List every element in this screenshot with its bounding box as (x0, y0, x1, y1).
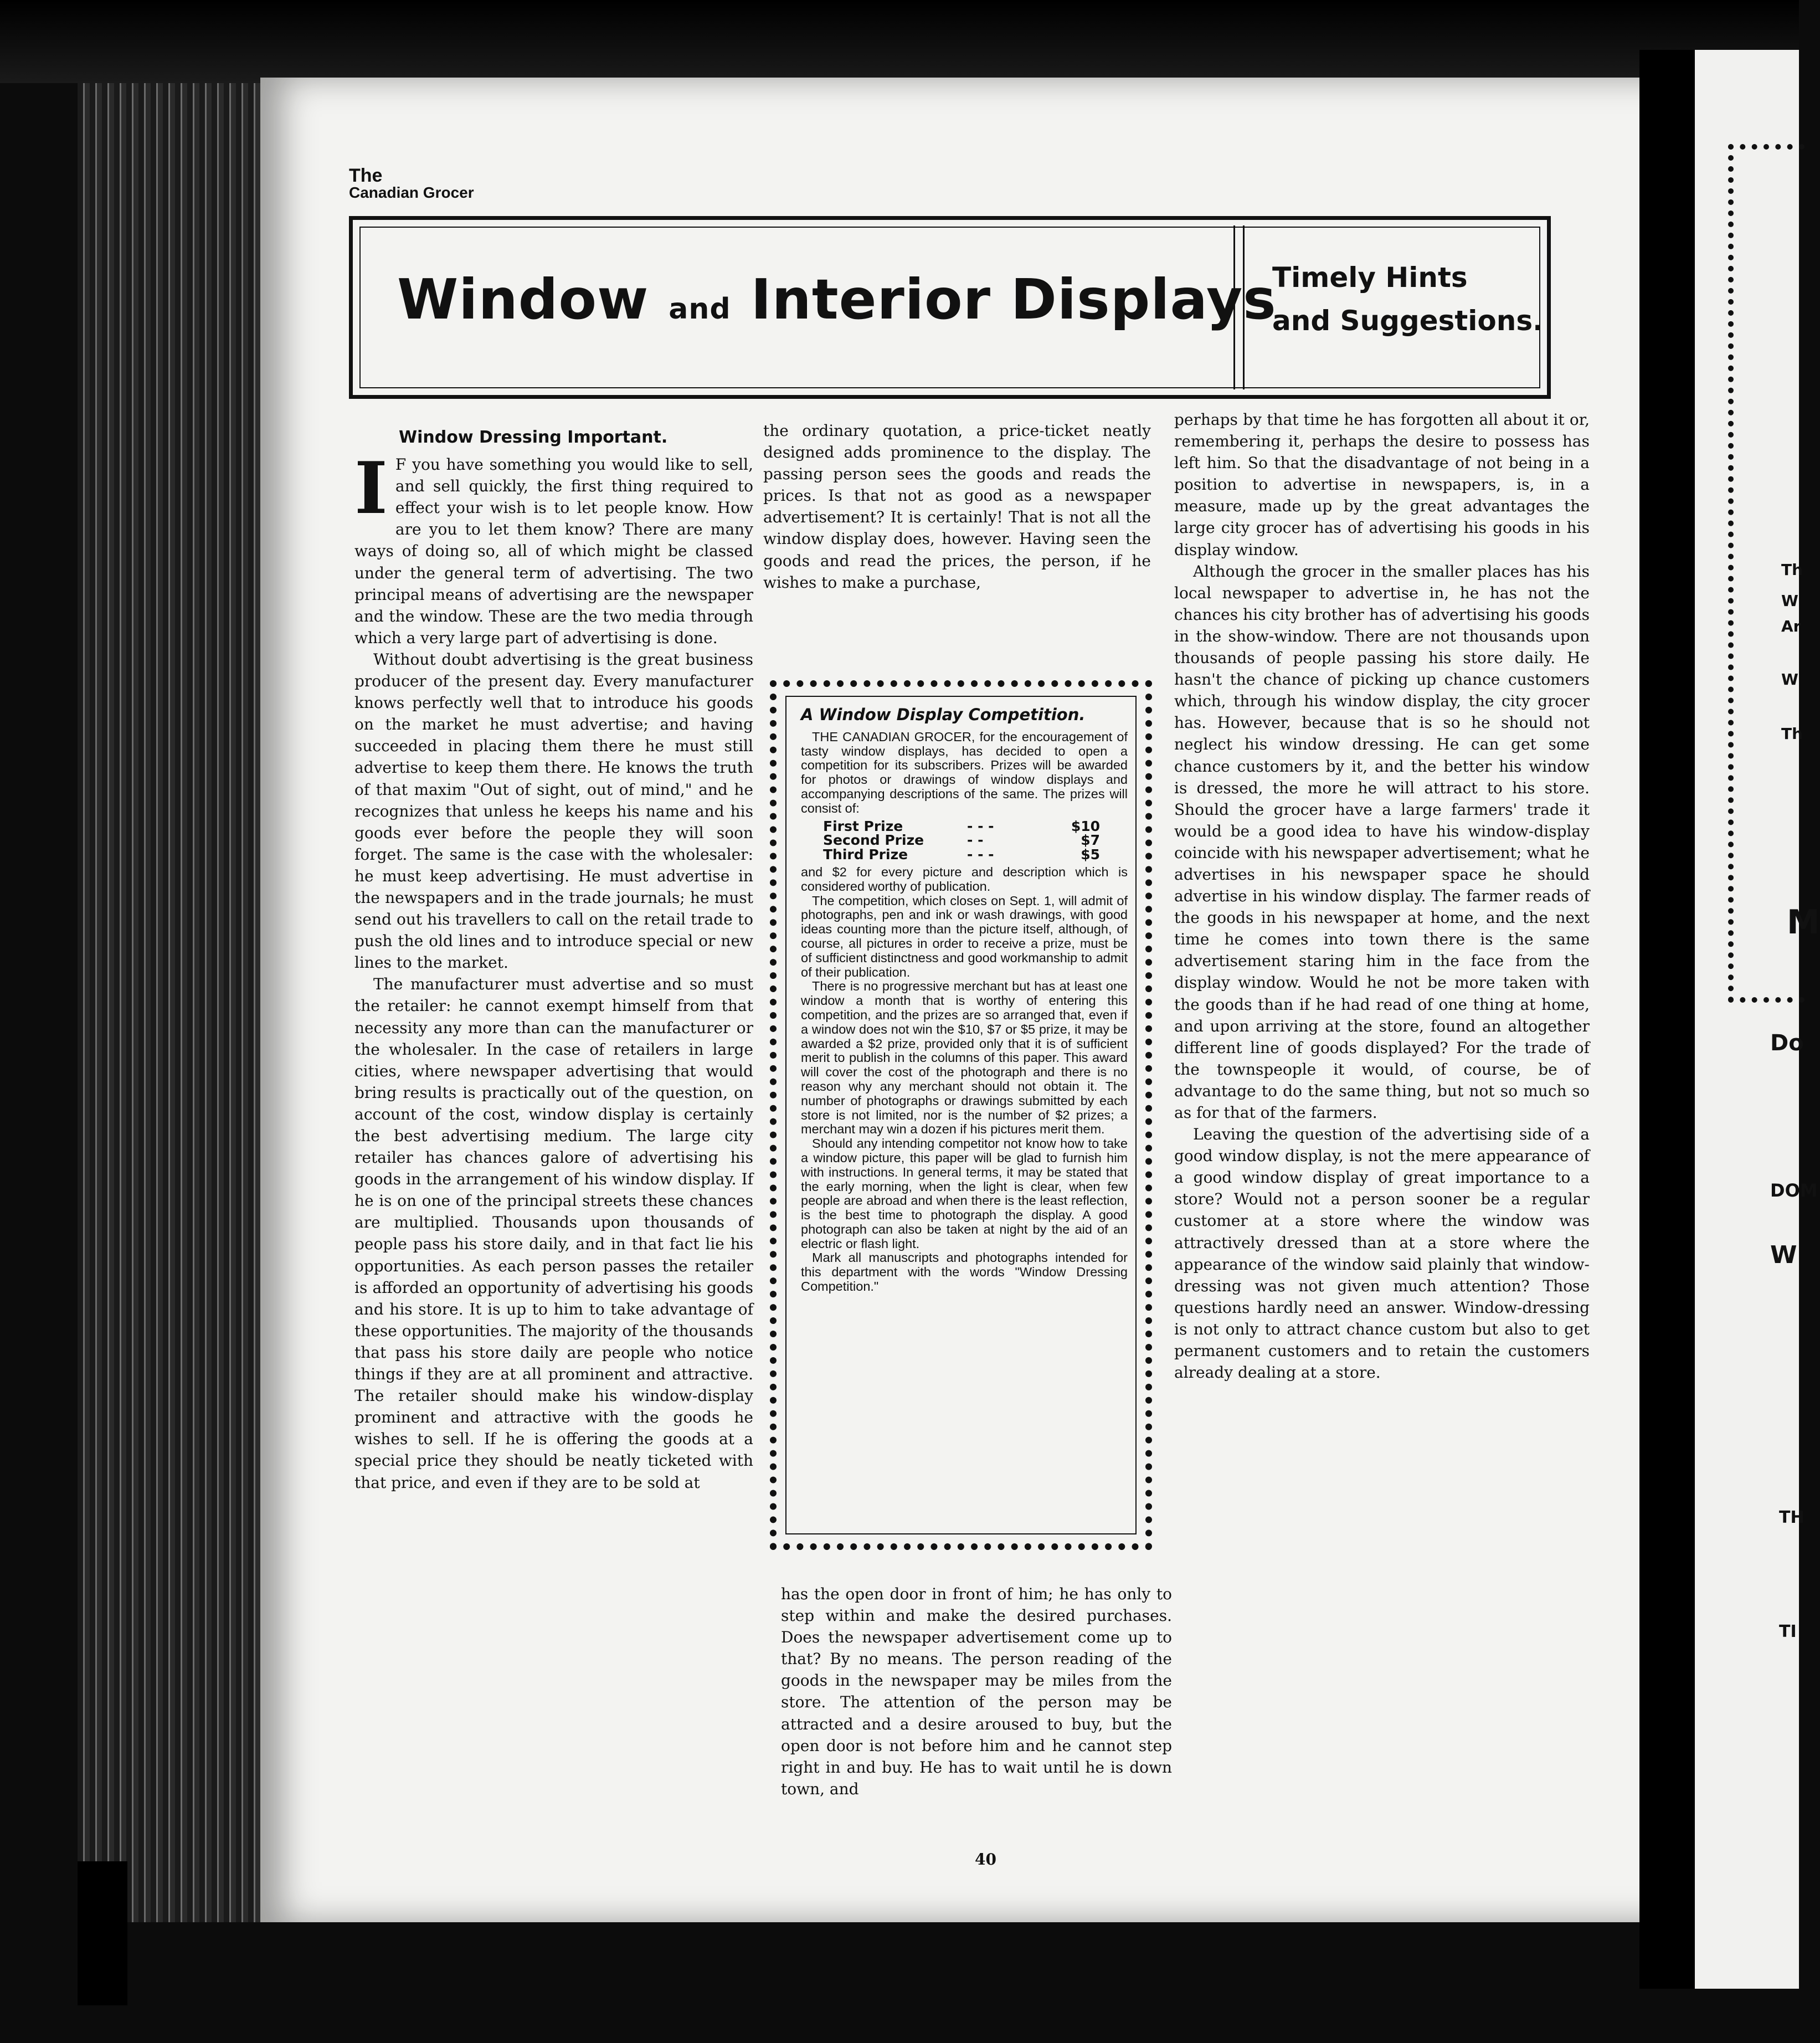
prize-row (823, 819, 1128, 834)
article-column-1 (354, 427, 753, 1493)
article-heading: Window Dressing Important. (399, 428, 668, 447)
competition-paragraph: There is no progressive merchant but has at least one window a month that is worthy of entering this competition, and the prizes are so arranged that, even if a window does not win the $10, $7 or $5 prize, it may be awarded a $2 prize, provided only that it is of sufficient merit to publish in the columns of this paper. This award will cover the cost of the photograph and there is no reason why any merchant should not obtain it. The number of photographs or drawings submitted by each store is not limited, nor is the number of $2 prizes; a merchant may win a dozen if his pictures merit them. (801, 979, 1128, 1137)
competition-paragraph: Should any intending competitor not know how to take a window picture, this paper will be glad to furnish him with instructions. In general terms, it may be stated that the early morning, when the light is clear, when few people are abroad and when there is the least reflection, is the best time to photograph the display. A good photograph can also be taken at night by the aid of an electric or flash light. (801, 1136, 1128, 1251)
article-paragraph: Without doubt advertising is the great business producer of the present day. Every manufacturer knows perfectly well that to introduce his goods on the market he must advertise; and having succeeded in placing them there he must still advertise to keep them there. He knows the truth of that maxim "Out of sight, out of mind," and he recognizes that unless he keeps his name and his goods ever before the people they will soon forget. The same is the case with the wholesaler: he must keep advertising. He must advertise in the newspapers and in the trade journals; he must send out his travellers to call on the retail trade to push the old lines and to introduce special or new lines to the market. (354, 650, 753, 972)
article-paragraph: Although the grocer in the smaller places has his local newspaper to advertise in, he has not the chances his city brother has of advertising his goods in the show-window. There are not thousands upon thousands of people passing his store daily. He hasn't the chance of picking up chance customers which, through his window display, the city grocer has. However, because that is so he should not neglect his window dressing. He can get some chance customers by it, and the better his window is dressed, the more he will attract to his store. Should the grocer have a large farmers' trade it would be a good idea to have his window-display coincide with his newspaper advertisement; what he advertises in his newspaper space he should advertise in his window display. The farmer reads of the goods in his newspaper at home, and the next time he comes into town there is the same advertisement staring him in the face from the display window. Would he not be more taken with the goods than if he had read of one thing at home, and upon arriving at the store, found an altogether different line of goods displayed? For the trade of the townspeople it would, of course, be of advantage to do the same thing, but not so much so as for that of the farmers. (1174, 562, 1590, 1122)
adjacent-fragment: M (1787, 903, 1820, 942)
article-paragraph: the ordinary quotation, a price-ticket neatly designed adds prominence to the display. The passing person sees the goods and reads the prices. Is that not as good as a newspaper advertisement? It is certainly! That is not all the window display does, however. Having seen the goods and read the prices, the person, if he wishes to make a purchase, (763, 422, 1151, 592)
prize-name: Second Prize (823, 832, 924, 849)
competition-title: A Window Display Competition. (801, 705, 1086, 724)
prize-row (823, 848, 1128, 862)
prize-amount: $5 (1081, 846, 1100, 863)
title-window: Window (397, 267, 649, 332)
page-number: 40 (975, 1850, 996, 1869)
competition-box (770, 680, 1152, 1550)
competition-paragraph: The competition, which closes on Sept. 1, will admit of photographs, pen and ink or wash drawings, with good ideas counting more than the picture itself, although, of course, all pictures in order to receive a prize, must be of sufficient distinctness and good workmanship to admit of their publication. (801, 893, 1128, 979)
subtitle-line-1: Timely Hints (1272, 261, 1468, 294)
prize-row (823, 833, 1128, 848)
prize-list (823, 819, 1128, 862)
article-paragraph: F you have something you would like to sell, and sell quickly, the first thing required to effect your wish is to let people know. How are you to let them know? There are many ways of doing so, all of which might be classed under the general term of advertising. The two principal means of advertising are the newspaper and the window. These are the two media through which a very large part of advertising is done. (354, 455, 753, 647)
adjacent-fragment: Th (1781, 725, 1803, 743)
adjacent-fragment: Th (1781, 561, 1803, 579)
competition-intro: THE CANADIAN GROCER, for the encouragement of tasty window displays, has decided to open a competition for its subscribers. Prizes will be awarded for photos or drawings of window displays and accompanying descriptions of the same. The prizes will consist of: (801, 729, 1128, 815)
section-title (397, 267, 1277, 332)
article-paragraph: perhaps by that time he has forgotten all about it or, remembering it, perhaps the desire to possess has left him. So that the disadvantage of not being in a position to advertise in newspapers, is, in a measure, made up by the great advantages the large city grocer has of advertising his goods in his display window. (1174, 410, 1590, 559)
prize-leader: - - - (967, 818, 994, 834)
article-column-2-bottom (781, 1583, 1172, 1800)
adjacent-fragment: W (1781, 670, 1798, 689)
article-column-3 (1174, 409, 1590, 1383)
masthead (349, 166, 474, 201)
competition-paragraph: Mark all manuscripts and photographs intended for this department with the words "Window Dressing Competition." (801, 1250, 1128, 1294)
competition-paragraph: and $2 for every picture and description which is considered worthy of publication. (801, 864, 1128, 894)
article-paragraph: has the open door in front of him; he has only to step within and make the desired purchases. Does the newspaper advertisement come up to that? By no means. The person reading of the goods in the newspaper may be miles from the store. The attention of the person may be attracted and a desire aroused to buy, but the open door is not before him and he cannot step right in and buy. He has to wait until he is down town, and (781, 1585, 1172, 1798)
competition-box-inner (785, 696, 1137, 1534)
prize-leader: - - (967, 832, 984, 849)
adjacent-fragment: W (1770, 1241, 1797, 1269)
adjacent-fragment: TI (1779, 1622, 1797, 1641)
masthead-title: Canadian Grocer (349, 184, 474, 201)
masthead-the: The (349, 165, 383, 186)
article-paragraph: Leaving the question of the advertising side of a good window display, is not the mere appearance of a good window display of great importance to a store? Would not a person sooner be a regular customer at a store where the window was attractively dressed than at a store where the appearance of the window said plainly that window-dressing was not given much attention? Those questions hardly need an answer. Window-dressing is not only to attract chance custom but also to get permanent customers and to retain the customers already dealing at a store. (1174, 1125, 1590, 1382)
scan-background (0, 0, 1799, 83)
prize-amount: $7 (1081, 832, 1100, 849)
subtitle-line-2: and Suggestions. (1272, 305, 1544, 337)
prize-name: First Prize (823, 818, 903, 834)
spine-gap (1639, 50, 1695, 1989)
article-paragraph: The manufacturer must advertise and so must the retailer: he cannot exempt himself from that necessity any more than can the manufacturer or the wholesaler. In the case of retailers in large cities, where newspaper advertising that would bring results is practically out of the question, on account of the cost, window display is certainly the best advertising medium. The large city retailer has chances galore of advertising his goods in the arrangement of his window display. If he is on one of the principal streets these chances are multiplied. Thousands upon thousands of people pass his store daily, and in that fact lie his opportunities. As each person passes the retailer is afforded an opportunity of advertising his goods and his store. It is up to him to take advantage of these opportunities. The majority of the thousands that pass his store daily are people who notice things if they are at all prominent and attractive. The retailer should make his window-display prominent and attractive with the goods he wishes to sell. If he is offering the goods at a special price they should be neatly ticketed with that price, and even if they are to be sold at (354, 975, 753, 1492)
prize-leader: - - - (967, 846, 994, 863)
adjacent-fragment: W (1781, 592, 1798, 610)
title-interior-displays: Interior Displays (750, 267, 1277, 332)
adjacent-fragment: Do (1770, 1030, 1804, 1056)
section-banner (349, 216, 1551, 399)
drop-cap: I (354, 447, 388, 531)
adjacent-fragment: TH (1779, 1508, 1804, 1527)
section-subtitle (1272, 256, 1543, 342)
book-page-edges (78, 83, 271, 1922)
adjacent-fragment: Ar (1781, 617, 1801, 635)
binding-shadow (78, 1861, 127, 2005)
adjacent-fragment: DOM (1770, 1180, 1818, 1201)
title-and: and (669, 292, 731, 326)
article-column-2-top (763, 420, 1151, 593)
prize-amount: $10 (1071, 818, 1100, 834)
banner-divider (1233, 225, 1245, 389)
prize-name: Third Prize (823, 846, 908, 863)
